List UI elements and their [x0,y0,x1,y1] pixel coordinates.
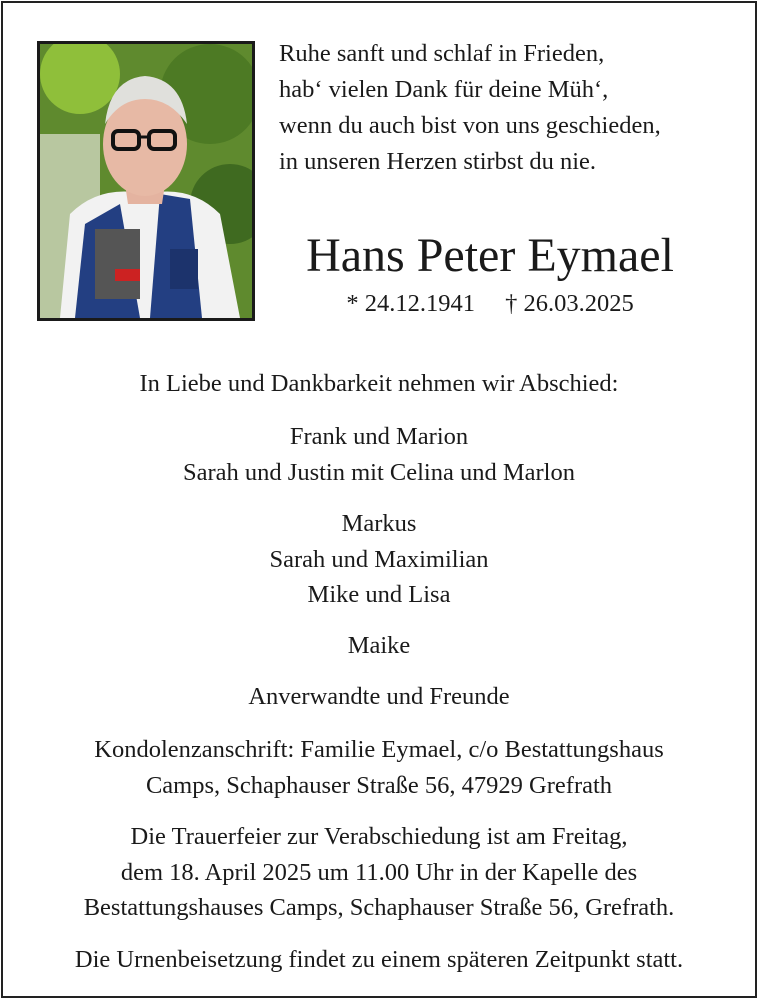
deceased-name: Hans Peter Eymael [306,229,674,282]
mourner: Markus [341,510,417,537]
ceremony-line: dem 18. April 2025 um 11.00 Uhr in der Kapelle des [120,858,638,886]
poem-line: Ruhe sanft und schlaf in Frieden, [279,40,605,67]
portrait-photo [37,41,255,321]
ceremony-info [0,819,758,926]
ceremony-line: Bestattungshauses Camps, Schaphauser Straße 56, Grefrath. [83,894,675,921]
death-date: † 26.03.2025 [505,290,634,317]
life-dates [252,290,728,318]
burial-line: Die Urnenbeisetzung findet zu einem späteren Zeitpunkt statt. [74,946,684,973]
condolence-line: Kondolenzanschrift: Familie Eymael, c/o Bestattungshaus [94,736,664,763]
family-group [0,679,758,715]
poem-line: wenn du auch bist von uns geschieden, [279,112,661,139]
burial-info [0,942,758,978]
poem-line: hab‘ vielen Dank für deine Müh‘, [279,76,609,103]
mourner: Mike und Lisa [307,581,451,608]
mourner: Anverwandte und Freunde [248,683,510,710]
poem-line: in unseren Herzen stirbst du nie. [279,148,597,175]
birth-date: * 24.12.1941 [346,290,475,317]
family-group [0,506,758,613]
ceremony-line: Die Trauerfeier zur Verabschiedung ist am Freitag, [130,823,628,850]
mourner: Maike [347,632,411,659]
condolence-address [0,732,758,803]
mourner: Frank und Marion [289,423,469,450]
mourner: Sarah und Maximilian [269,545,489,573]
intro: In Liebe und Dankbarkeit nehmen wir Abschied: [139,370,619,397]
condolence-line: Camps, Schaphauser Straße 56, 47929 Grefrath [145,771,613,799]
family-group [0,628,758,664]
mourner: Sarah und Justin mit Celina und Marlon [183,458,575,486]
poem [279,36,758,180]
family-group [0,419,758,490]
